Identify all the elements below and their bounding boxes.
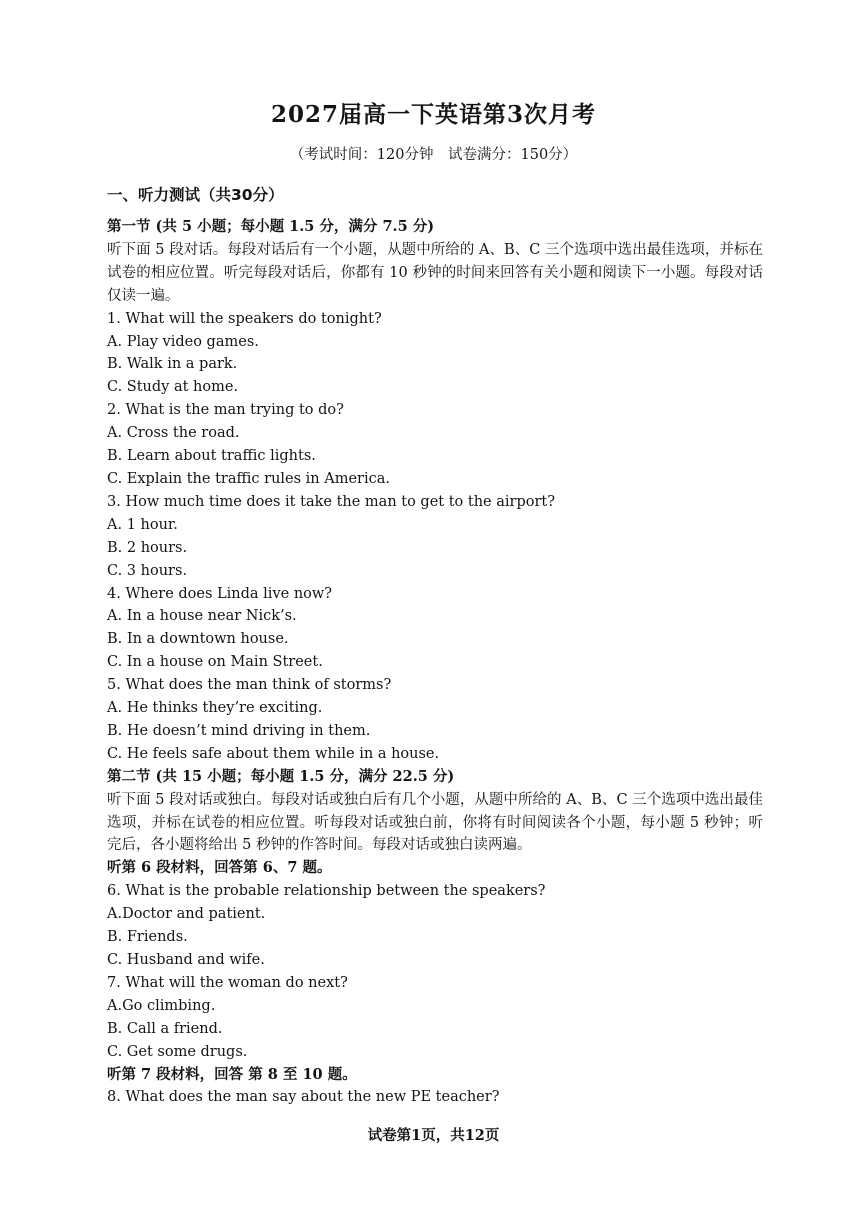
question-line: A.Doctor and patient.	[107, 906, 266, 923]
question-line: 3. How much time does it take the man to get to the airport?	[107, 493, 556, 510]
question-line: 8. What does the man say about the new PE teacher?	[107, 1089, 500, 1106]
question-line: B. Walk in a park.	[107, 356, 238, 373]
page-footer: 试卷第1页，共12页	[367, 1127, 500, 1144]
material-6-heading: 听第 6 段材料，回答第 6、7 题。	[107, 859, 332, 877]
question-line: C. Husband and wife.	[107, 952, 265, 968]
question-line: 1. What will the speakers do tonight?	[107, 310, 382, 327]
section-heading-listening: 一、听力测试（共30分）	[107, 186, 284, 204]
part2-instructions: 听下面 5 段对话或独白。每段对话或独白后有几个小题，从题中所给的 A、B、C 三个选项中选出最佳选项，并标在试卷的相应位置。听每段对话或独白前，你将有时间阅读各个小题，每小题 5 秒钟；听完后，各小题将给出 5 秒钟的作答时间。每段对话或独白读两遍。	[107, 791, 763, 854]
question-line: B. Learn about traffic lights.	[107, 448, 316, 465]
question-line: C. Explain the traffic rules in America.	[107, 470, 391, 487]
part1-instructions: 听下面 5 段对话。每段对话后有一个小题，从题中所给的 A、B、C 三个选项中选出最佳选项，并标在试卷的相应位置。听完每段对话后，你都有 10 秒钟的时间来回答有关小题和阅读下一小题。每段对话仅读一遍。	[107, 241, 763, 304]
question-line: A. Cross the road.	[107, 425, 240, 442]
material-7-question-list	[107, 1086, 763, 1109]
question-line: C. In a house on Main Street.	[107, 654, 323, 671]
material-7-heading: 听第 7 段材料，回答 第 8 至 10 题。	[107, 1065, 357, 1083]
exam-subtitle: （考试时间：120分钟 试卷满分：150分）	[289, 147, 578, 163]
question-line: C. Get some drugs.	[107, 1043, 248, 1060]
question-line: 7. What will the woman do next?	[107, 974, 348, 991]
question-line: B. In a downtown house.	[107, 631, 289, 648]
exam-body	[107, 216, 763, 1109]
question-line: B. Call a friend.	[107, 1020, 223, 1037]
question-line: B. 2 hours.	[107, 539, 188, 556]
question-line: A. He thinks they’re exciting.	[107, 700, 323, 717]
question-line: 6. What is the probable relationship between the speakers?	[107, 883, 546, 900]
question-line: A.Go climbing.	[107, 997, 216, 1014]
part2-heading: 第二节 (共 15 小题；每小题 1.5 分，满分 22.5 分)	[107, 767, 455, 785]
question-line: 5. What does the man think of storms?	[107, 677, 392, 694]
material-6-question-list	[107, 880, 763, 1063]
question-line: C. Study at home.	[107, 379, 239, 396]
question-line: A. In a house near Nick’s.	[107, 608, 297, 625]
question-line: C. 3 hours.	[107, 562, 188, 579]
question-line: B. He doesn’t mind driving in them.	[107, 722, 371, 739]
question-line: A. 1 hour.	[107, 516, 178, 533]
part1-heading: 第一节 (共 5 小题；每小题 1.5 分，满分 7.5 分)	[107, 218, 435, 235]
question-line: B. Friends.	[107, 929, 188, 946]
question-line: A. Play video games.	[107, 333, 259, 350]
question-line: C. He feels safe about them while in a house.	[107, 745, 440, 762]
question-line: 4. Where does Linda live now?	[107, 585, 333, 602]
exam-title: 2027届高一下英语第3次月考	[270, 101, 597, 128]
question-line: 2. What is the man trying to do?	[107, 402, 344, 419]
part1-question-list	[107, 308, 763, 766]
